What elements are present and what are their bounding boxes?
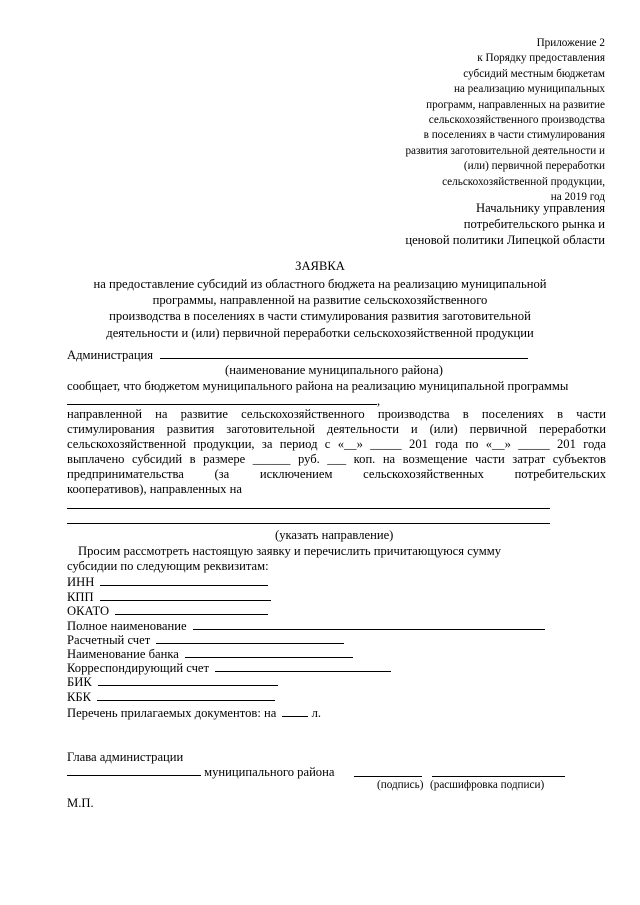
requisite-label: КПП — [67, 590, 94, 604]
okato-field[interactable] — [115, 603, 268, 615]
appendix-line: субсидий местным бюджетам — [463, 67, 605, 80]
requisite-label: Наименование банка — [67, 647, 179, 661]
addressee-line: ценовой политики Липецкой области — [405, 233, 605, 247]
kpp-field[interactable] — [100, 589, 271, 601]
bik-field[interactable] — [98, 674, 278, 686]
paragraph-last-line: кооперативов), направленных на — [67, 482, 242, 496]
program-name-field[interactable] — [67, 393, 377, 405]
head-label: Глава администрации — [67, 750, 184, 764]
subtitle-line: на предоставление субсидий из областного бюджета на реализацию муниципальной — [93, 277, 547, 291]
addressee-line: Начальнику управления — [476, 201, 605, 215]
reports-line: сообщает, что бюджетом муниципального района на реализацию муниципальной программы — [67, 379, 569, 393]
district-text: муниципального района — [204, 765, 335, 779]
requisite-label: Корреспондирующий счет — [67, 661, 210, 675]
attachments-suffix: л. — [311, 706, 322, 720]
program-comma: , — [377, 394, 381, 408]
kbk-row — [67, 689, 275, 705]
attachments-label: Перечень прилагаемых документов: на — [67, 706, 277, 720]
title-text: ЗАЯВКА — [295, 259, 345, 273]
appendix-line: на 2019 год — [550, 191, 605, 204]
head-name-field[interactable] — [67, 764, 201, 776]
paragraph-line: направленной на развитие сельскохозяйственного производства в поселениях в части — [67, 407, 606, 421]
inn-row — [67, 574, 268, 590]
requisite-label: Расчетный счет — [67, 633, 151, 647]
signature-decode-line[interactable] — [432, 776, 565, 777]
subtitle-line: деятельности и (или) первичной переработки сельскохозяйственной продукции — [106, 325, 534, 340]
sign-caption: (подпись) — [377, 779, 424, 791]
administration-label: Администрация — [67, 348, 154, 362]
requisite-label: КБК — [67, 690, 92, 704]
appendix-block — [405, 36, 605, 205]
full-name-field[interactable] — [193, 618, 545, 630]
attachments-row — [67, 705, 321, 721]
requisite-label: БИК — [67, 675, 92, 689]
direction-line-2[interactable] — [67, 523, 550, 524]
district-caption: (наименование муниципального района) — [225, 363, 443, 377]
paragraph-line: выплачено субсидий в размере ______ руб. ___ коп. на возмещение части затрат субъектов — [67, 452, 606, 466]
stamp-label: М.П. — [67, 796, 94, 810]
document-subtitle — [0, 276, 640, 341]
appendix-line: в поселениях в части стимулирования — [423, 129, 605, 142]
head-signature-row — [67, 764, 334, 780]
appendix-line: развития заготовительной деятельности и — [405, 144, 605, 157]
paragraph-line: предпринимательства (за исключением сельскохозяйственных потребительских — [67, 467, 606, 481]
appendix-line: сельскохозяйственной продукции, — [442, 175, 605, 188]
bank-name-field[interactable] — [185, 646, 353, 658]
appendix-line: программ, направленных на развитие — [426, 98, 605, 111]
appendix-line: (или) первичной переработки — [463, 160, 605, 173]
kbk-field[interactable] — [97, 689, 275, 701]
appendix-line: сельскохозяйственного производства — [428, 114, 605, 127]
requisite-label: Полное наименование — [67, 619, 187, 633]
paragraph-line: сельскохозяйственной продукции, за период с «__» _____ 201 года по «__» _____ 201 года — [67, 437, 606, 451]
bik-row — [67, 674, 278, 690]
district-name-field[interactable] — [160, 347, 528, 359]
inn-field[interactable] — [100, 574, 268, 586]
appendix-line: Приложение 2 — [536, 37, 605, 49]
requisite-label: ОКАТО — [67, 604, 110, 618]
paragraph-line: стимулирования развития заготовительной деятельности и (или) первичной переработки — [67, 422, 606, 436]
signature-line[interactable] — [354, 776, 422, 777]
addressee-line: потребительского рынка и — [463, 217, 605, 231]
attachments-count-field[interactable] — [282, 705, 308, 717]
subtitle-line: производства в поселениях в части стимулирования развития заготовительной — [109, 309, 531, 324]
direction-caption: (указать направление) — [275, 528, 394, 542]
addressee-block — [405, 200, 605, 248]
decode-caption: (расшифровка подписи) — [430, 779, 545, 791]
request-line: Просим рассмотреть настоящую заявку и перечислить причитающуюся сумму — [78, 544, 502, 558]
request-line: субсидии по следующим реквизитам: — [67, 559, 269, 573]
subtitle-line: программы, направленной на развитие сельскохозяйственного — [152, 293, 488, 308]
requisite-label: ИНН — [67, 575, 95, 589]
okato-row — [67, 603, 268, 619]
document-title — [0, 258, 640, 274]
account-field[interactable] — [156, 632, 344, 644]
appendix-line: на реализацию муниципальных — [453, 83, 605, 96]
direction-line-1[interactable] — [67, 508, 550, 509]
corr-account-field[interactable] — [215, 660, 391, 672]
appendix-line: к Порядку предоставления — [477, 52, 605, 65]
administration-row — [67, 347, 528, 363]
